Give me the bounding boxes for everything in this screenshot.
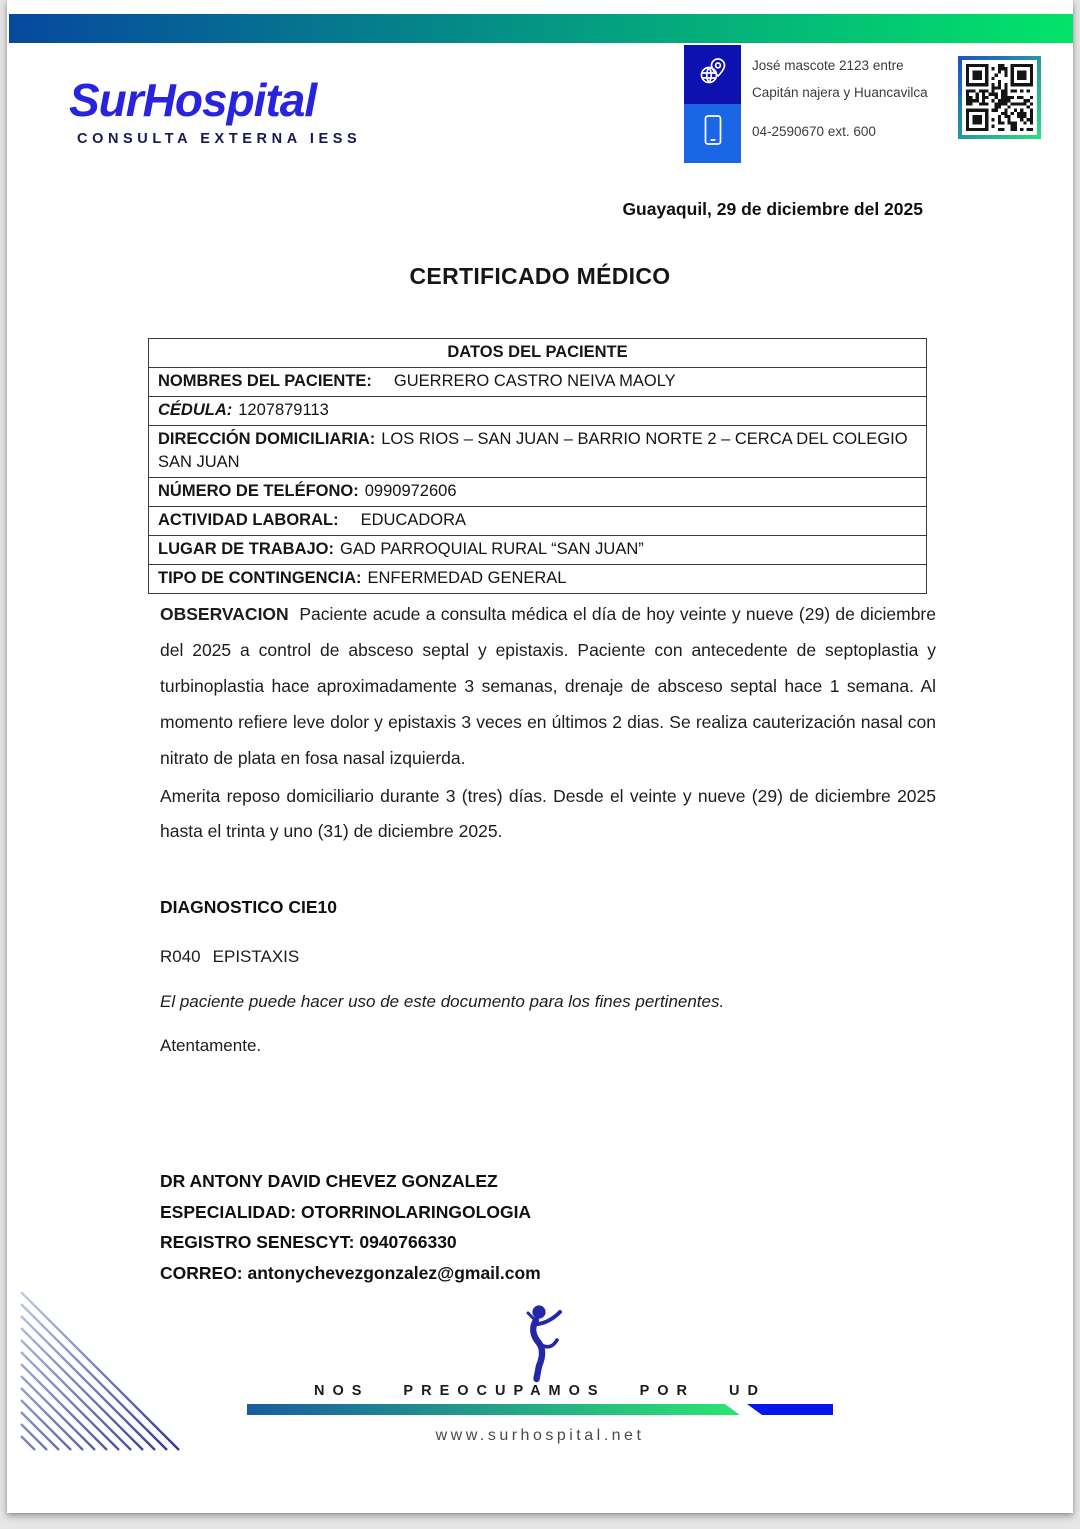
logo-wordmark: SurHospital [69,74,317,126]
row-label: NÚMERO DE TELÉFONO: [158,482,359,500]
observation-text: Paciente acude a consulta médica el día de hoy veinte y nueve (29) de diciembre del 2025 a control de absceso septal y epistaxis. Paciente con antecedente de septoplastia y turbinoplastia hace aproximadamente 3 semanas, drenaje de absceso septal hace 1 semana. Al momento refiere leve dolor y epistaxis 3 veces en últimos 2 dias. Se realiza cauterización nasal con nitrato de plata en fosa nasal izquierda. [160,604,936,768]
location-globe-icon [696,55,730,94]
website-url: www.surhospital.net [435,1427,645,1444]
doctor-name: DR ANTONY DAVID CHEVEZ GONZALEZ [160,1171,498,1191]
table-header-row [149,339,927,368]
row-value: LOS RIOS – SAN JUAN – BARRIO NORTE 2 – CERCA DEL COLEGIO SAN JUAN [158,430,908,471]
row-value: 1207879113 [238,401,329,419]
closing-text: Atentamente. [160,1036,262,1055]
footer-slogan: NOS PREOCUPAMOS POR UD [313,1383,766,1399]
usage-note: El paciente puede hacer uso de este documento para los fines pertinentes. [160,992,725,1011]
row-value: GUERRERO CASTRO NEIVA MAOLY [393,372,676,390]
decorative-diagonal-lines [15,1292,215,1460]
footer-bar-blue [747,1404,833,1415]
row-value: EDUCADORA [360,511,467,529]
table-header-cell: DATOS DEL PACIENTE [149,339,927,368]
row-label: ACTIVIDAD LABORAL: [158,511,339,529]
hospital-phone: 04-2590670 ext. 600 [752,124,876,139]
table-row [149,565,927,594]
address-line-1: José mascote 2123 entre [752,58,904,73]
observation-label: OBSERVACION [160,604,289,624]
logo-tagline: CONSULTA EXTERNA IESS [77,131,362,148]
footer-bar-main [247,1404,740,1415]
row-value: GAD PARROQUIAL RURAL “SAN JUAN” [340,540,644,558]
qr-code-modules [962,60,1037,135]
leaping-person-icon [511,1303,569,1387]
qr-code [958,56,1041,139]
address-line-2: Capitán najera y Huancavilca [752,85,928,100]
row-label: DIRECCIÓN DOMICILIARIA: [158,430,376,448]
row-label: TIPO DE CONTINGENCIA: [158,569,362,587]
hospital-logo [69,76,361,147]
table-row [149,507,927,536]
date-line: Guayaquil, 29 de diciembre del 2025 [622,199,923,219]
row-value: ENFERMEDAD GENERAL [367,569,567,587]
doctor-block [160,1166,541,1288]
hospital-address [752,52,928,106]
location-icon-tile [684,45,741,104]
smartphone-icon [698,113,728,154]
footer-gradient-bar [247,1404,833,1415]
document-title: CERTIFICADO MÉDICO [409,263,671,289]
top-gradient-bar [9,14,1073,43]
observation-paragraph [160,596,936,776]
patient-data-table [148,338,927,594]
doctor-specialty: ESPECIALIDAD: OTORRINOLARINGOLOGIA [160,1201,532,1222]
table-row [149,426,927,478]
rest-paragraph: Amerita reposo domiciliario durante 3 (tres) días. Desde el veinte y nueve (29) de diciembre 2025 hasta el trinta y uno (31) de diciembre 2025. [160,786,936,841]
row-label: CÉDULA: [158,401,233,419]
table-row [149,397,927,426]
doctor-email: CORREO: antonychevezgonzalez@gmail.com [160,1262,541,1283]
row-value: 0990972606 [364,482,457,500]
table-row [149,368,927,397]
medical-certificate-page [7,0,1073,1513]
diagnosis-line [160,947,299,967]
doctor-registry: REGISTRO SENESCYT: 0940766330 [160,1232,457,1252]
diagnosis-name: EPISTAXIS [212,947,300,966]
phone-icon-tile [684,104,741,163]
row-label: LUGAR DE TRABAJO: [158,540,334,558]
diagnosis-heading: DIAGNOSTICO CIE10 [160,897,337,917]
table-row [149,478,927,507]
diagnosis-code: R040 [160,947,201,966]
row-label: NOMBRES DEL PACIENTE: [158,372,372,390]
table-row [149,536,927,565]
